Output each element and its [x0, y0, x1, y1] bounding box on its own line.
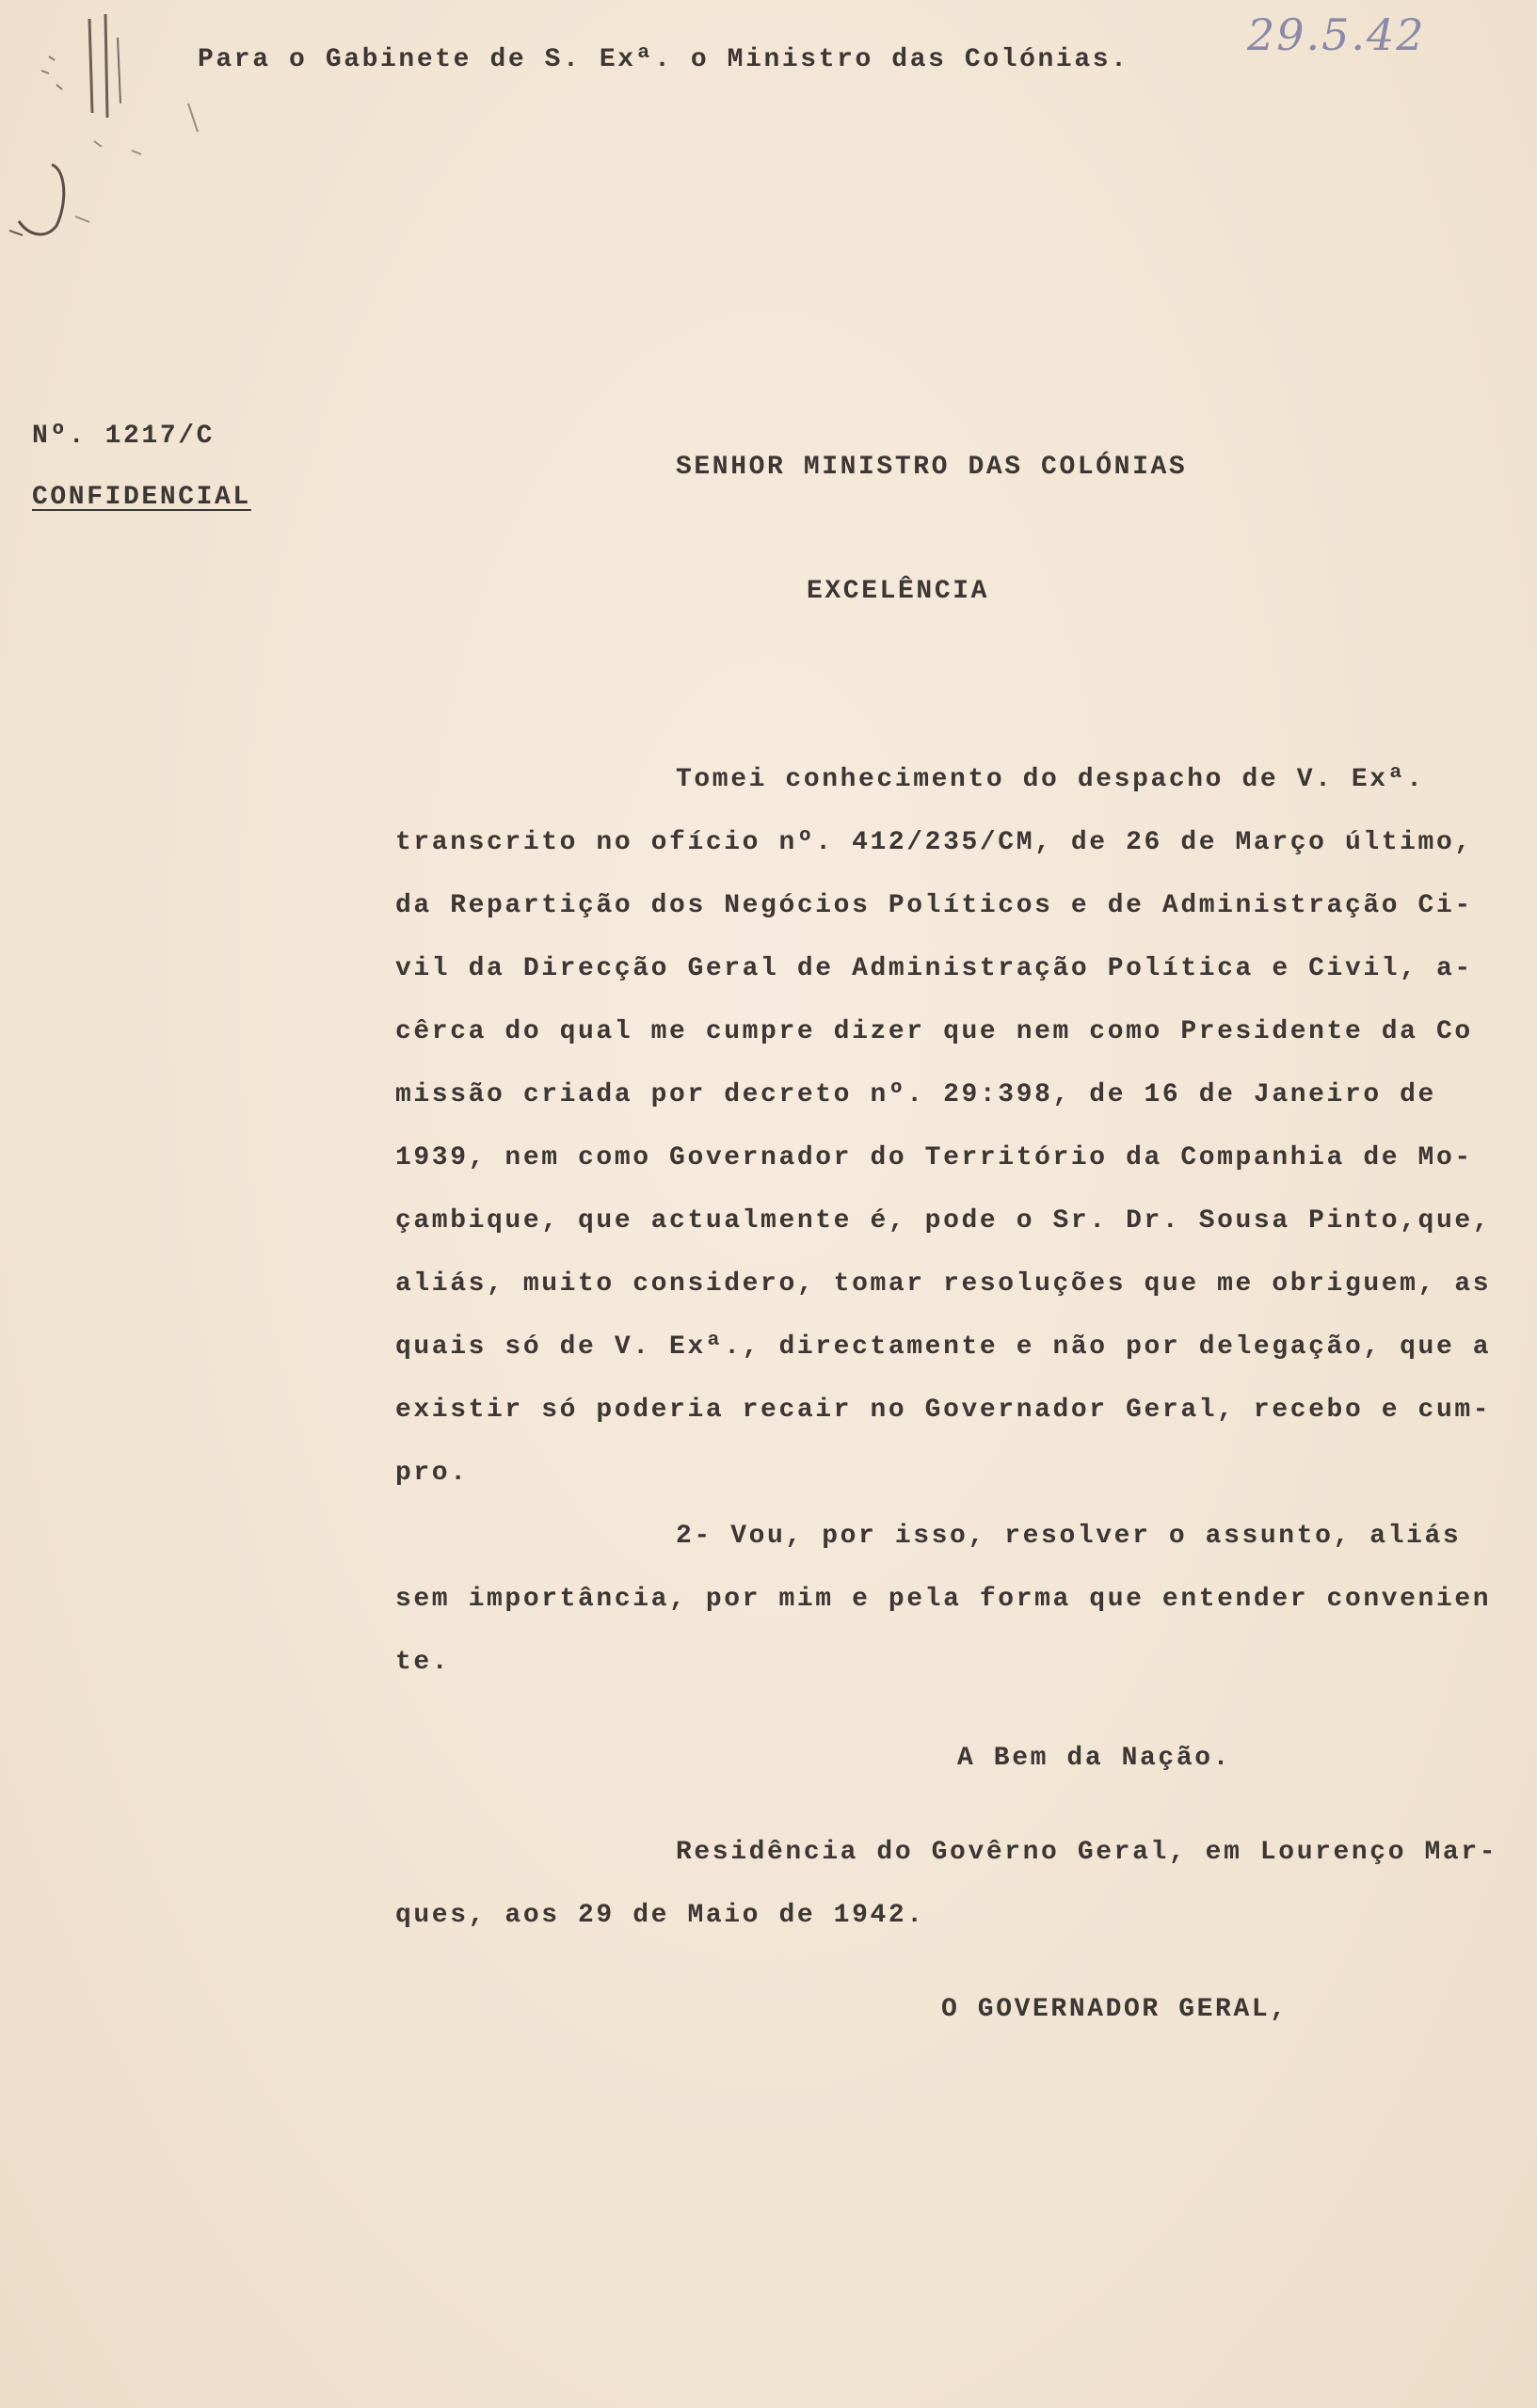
- reference-number: Nº. 1217/C: [32, 422, 216, 451]
- paragraph1-line: aliás, muito considero, tomar resoluções que me obriguem, as: [395, 1269, 1492, 1299]
- paragraph1-line: quais só de V. Exª., directamente e não por delegação, que a: [395, 1332, 1492, 1362]
- paragraph2-line: sem importância, por mim e pela forma que entender convenien: [395, 1585, 1492, 1614]
- classification-label: CONFIDENCIAL: [32, 483, 251, 512]
- paragraph2-line: te.: [395, 1648, 451, 1677]
- closing-motto: A Bem da Nação.: [957, 1744, 1232, 1773]
- paragraph1-line: Tomei conhecimento do despacho de V. Exª.: [676, 765, 1425, 794]
- paragraph1-line: 1939, nem como Governador do Território da Companhia de Mo-: [395, 1143, 1473, 1172]
- paragraph1-line: pro.: [395, 1459, 469, 1488]
- paragraph1-line: vil da Direcção Geral de Administração Política e Civil, a-: [395, 954, 1473, 983]
- recipient-heading: SENHOR MINISTRO DAS COLÓNIAS: [676, 453, 1188, 482]
- signature-title: O GOVERNADOR GERAL,: [941, 1995, 1289, 2024]
- paragraph1-line: transcrito no ofício nº. 412/235/CM, de 26 de Março último,: [395, 828, 1473, 857]
- margin-pencil-marks: [0, 0, 245, 263]
- place-date-line: ques, aos 29 de Maio de 1942.: [395, 1901, 925, 1930]
- addressee-line: Para o Gabinete de S. Exª. o Ministro das Colónias.: [198, 45, 1129, 74]
- paragraph1-line: cêrca do qual me cumpre dizer que nem como Presidente da Co: [395, 1017, 1473, 1046]
- greeting: EXCELÊNCIA: [807, 577, 990, 606]
- paragraph1-line: çambique, que actualmente é, pode o Sr. Dr. Sousa Pinto,que,: [395, 1206, 1492, 1236]
- paragraph1-line: da Repartição dos Negócios Políticos e de Administração Ci-: [395, 891, 1473, 920]
- place-date-line: Residência do Govêrno Geral, em Lourenço Mar-: [676, 1838, 1498, 1867]
- handwritten-date: 29.5.42: [1247, 9, 1426, 60]
- paragraph2-line: 2- Vou, por isso, resolver o assunto, aliás: [676, 1522, 1462, 1551]
- paragraph1-line: missão criada por decreto nº. 29:398, de 16 de Janeiro de: [395, 1080, 1436, 1109]
- paragraph1-line: existir só poderia recair no Governador Geral, recebo e cum-: [395, 1395, 1492, 1425]
